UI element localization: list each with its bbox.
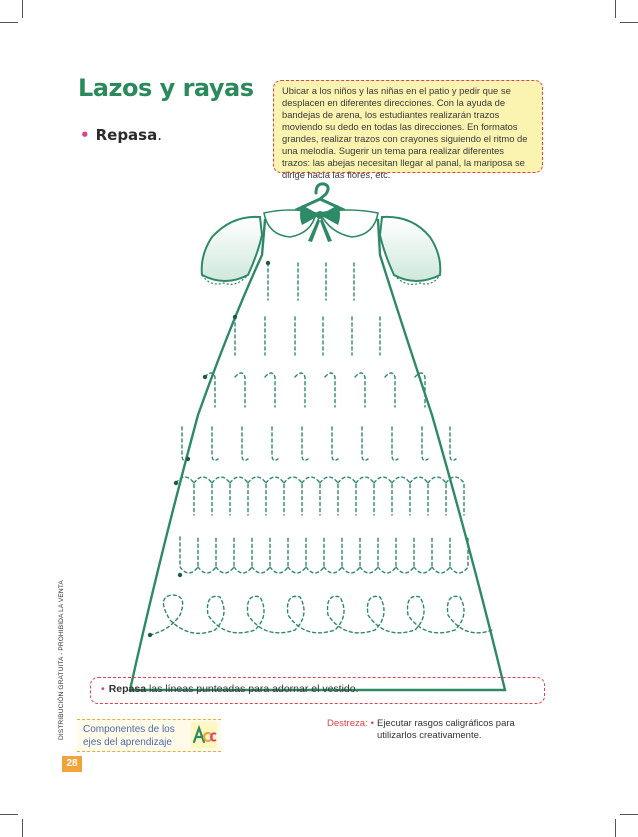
components-line1: Componentes de los [83,724,175,735]
instruction-period: . [157,126,163,144]
teacher-info-text: Ubicar a los niños y las niñas en el patio y pedir que se desplacen en diferentes direcciones. Con la ayuda de bandejas de arena, los estudiantes realizarán trazos moviendo su dedo en todas las direcciones. En formatos grandes, realizar trazos con crayones siguiendo el ritmo de una melodía. Sugerir un tema para realizar diferentes trazos: las abejas necesitan llegar al panal, la mariposa se dirige hacia las flores, etc. [282,85,528,180]
crop-mark [22,819,23,837]
left-sleeve [202,217,262,281]
destreza-block [327,718,547,742]
crop-mark [620,22,638,23]
components-line2: ejes del aprendizaje [83,737,172,748]
crop-mark [615,819,616,837]
bottom-instruction-bold: Repasa [108,683,147,695]
crop-mark [0,22,18,23]
right-sleeve [380,217,440,281]
dress-body [130,215,505,690]
bottom-instruction-box [90,677,545,704]
page-title: Lazos y rayas [78,74,254,102]
bullet: • [80,126,90,144]
bullet: • [370,718,374,729]
destreza-text: Ejecutar rasgos caligráficos para utilizarlos creativamente. [376,718,515,741]
bullet: • [101,683,105,695]
page-number: 28 [62,756,82,772]
abc-icon [191,722,217,748]
sidebar-text: DISTRIBUCIÓN GRATUITA - PROHIBIDA LA VENTA [58,580,65,740]
instruction [80,126,162,144]
dress-illustration [140,175,520,675]
crop-mark [0,814,18,815]
crop-mark [615,0,616,18]
teacher-info-box [273,80,543,180]
crop-mark [620,814,638,815]
instruction-label: Repasa [95,126,158,144]
destreza-label: Destreza: [327,718,368,729]
crop-mark [22,0,23,18]
bottom-instruction-rest: las líneas punteadas para adornar el vestido. [146,683,359,695]
